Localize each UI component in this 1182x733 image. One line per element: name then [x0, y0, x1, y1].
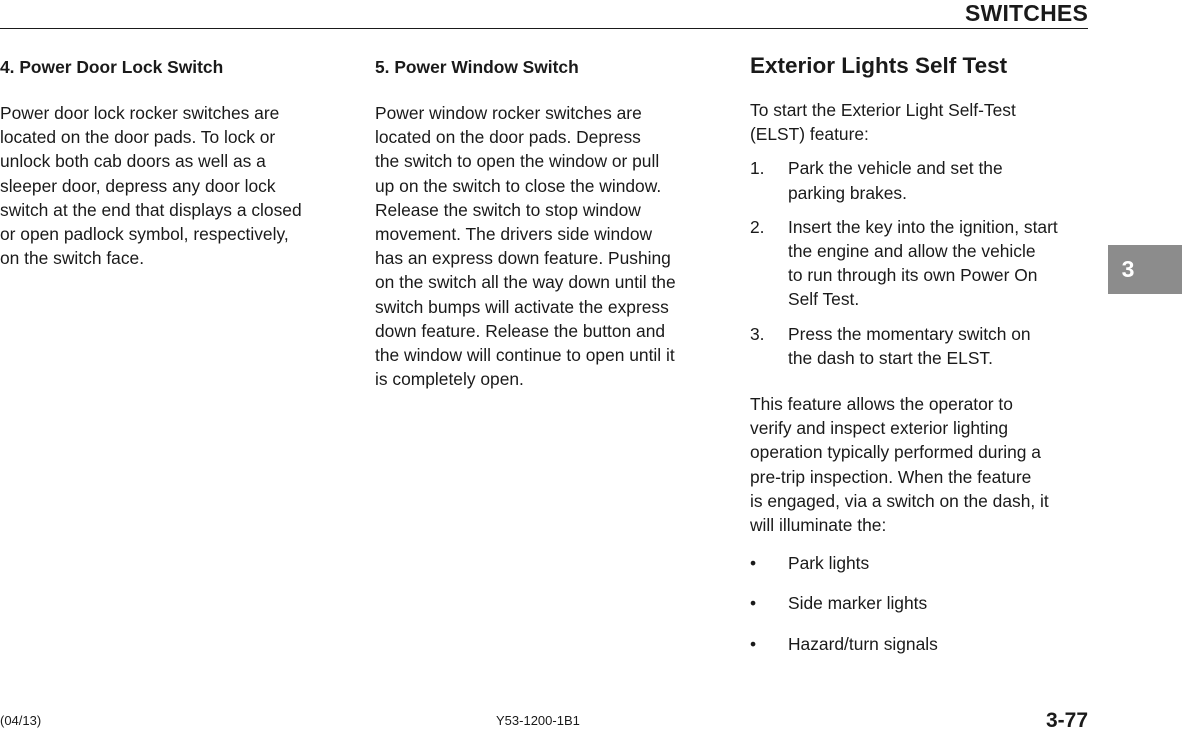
bullet-icon: •	[750, 633, 757, 654]
door-lock-body: Power door lock rocker switches are located on the door pads. To lock or unlock both cab doors as well as a sleeper door, depress any door lock switch at the end that displays a closed or open padlock symbol, respectively, on the switch face.	[0, 103, 302, 269]
chapter-tab-label: 3	[1121, 256, 1135, 282]
column-power-window	[375, 55, 720, 391]
bullet-text: Side marker lights	[788, 593, 928, 614]
list-item	[750, 551, 1095, 575]
list-item	[750, 632, 1095, 656]
exterior-lights-intro: To start the Exterior Light Self-Test (ELST) feature:	[750, 100, 1016, 145]
exterior-lights-body: This feature allows the operator to verify and inspect exterior lighting operation typically performed during a pre-trip inspection. When the feature is engaged, via a switch on the dash, it will illuminate the:	[750, 394, 1049, 536]
list-item	[750, 156, 1095, 204]
step-text: Insert the key into the ignition, start the engine and allow the vehicle to run through its own Power On Self Test.	[788, 216, 1058, 310]
step-number: 2.	[750, 216, 765, 237]
bullet-text: Park lights	[788, 553, 870, 574]
footer-date: (04/13)	[0, 713, 42, 728]
power-window-heading: 5. Power Window Switch	[375, 57, 579, 77]
chapter-tab	[1108, 245, 1182, 294]
step-number: 1.	[750, 158, 765, 179]
list-item	[750, 322, 1095, 370]
column-door-lock	[0, 55, 350, 270]
page-header-title: SWITCHES	[965, 0, 1088, 26]
step-text: Press the momentary switch on the dash to start the ELST.	[788, 323, 1031, 368]
exterior-lights-heading: Exterior Lights Self Test	[750, 53, 1008, 78]
list-item	[750, 215, 1095, 312]
illuminated-lights-list	[750, 551, 1095, 656]
step-number: 3.	[750, 323, 765, 344]
column-exterior-lights	[750, 55, 1095, 672]
list-item	[750, 591, 1095, 615]
bullet-icon: •	[750, 593, 757, 614]
bullet-icon: •	[750, 553, 757, 574]
footer-page-number: 3-77	[1045, 709, 1088, 732]
bullet-text: Hazard/turn signals	[788, 633, 938, 654]
header-divider	[0, 28, 1088, 29]
elst-steps	[750, 156, 1095, 370]
door-lock-heading: 4. Power Door Lock Switch	[0, 57, 224, 77]
footer-doc-id: Y53-1200-1B1	[496, 713, 580, 728]
power-window-body: Power window rocker switches are located on the door pads. Depress the switch to open the window or pull up on the switch to close the window. Release the switch to stop window movement. The drivers side window has an express down feature. Pushing on the switch all the way down until the switch bumps will activate the express down feature. Release the button and the window will continue to open until it is completely open.	[375, 103, 676, 390]
step-text: Park the vehicle and set the parking brakes.	[788, 158, 1003, 203]
